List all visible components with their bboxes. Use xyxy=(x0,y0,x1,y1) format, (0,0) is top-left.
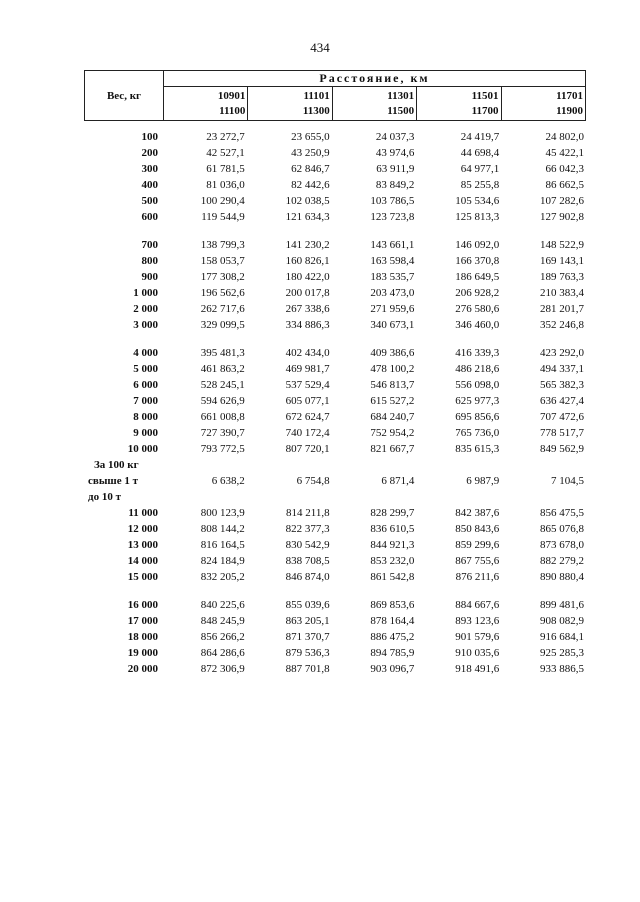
table-row xyxy=(84,629,586,645)
price-cell: 864 286,6 xyxy=(200,647,245,659)
price-cell: 546 813,7 xyxy=(370,379,415,391)
range-header: 11501 11700 xyxy=(417,87,501,121)
price-cell: 469 981,7 xyxy=(285,363,330,375)
price-cell: 899 481,6 xyxy=(539,599,584,611)
price-cell: 486 218,6 xyxy=(455,363,500,375)
price-cell xyxy=(416,489,501,505)
distance-header: Расстояние, км xyxy=(164,71,586,87)
price-cell: 615 527,2 xyxy=(370,395,415,407)
weight-label: 200 xyxy=(141,147,158,159)
weight-label: 10 000 xyxy=(127,443,158,455)
price-cell: 23 272,7 xyxy=(206,131,245,143)
table-row xyxy=(84,269,586,285)
price-cell: 800 123,9 xyxy=(200,507,245,519)
price-cell: 816 164,5 xyxy=(200,539,245,551)
price-cell: 879 536,3 xyxy=(285,647,330,659)
table-body xyxy=(84,129,586,677)
table-header xyxy=(84,70,586,121)
price-cell: 85 255,8 xyxy=(460,179,500,191)
price-cell: 183 535,7 xyxy=(370,271,415,283)
price-cell: 119 544,9 xyxy=(201,211,245,223)
table-row xyxy=(84,361,586,377)
price-cell: 329 099,5 xyxy=(200,319,245,331)
price-cell: 556 098,0 xyxy=(455,379,500,391)
table-row xyxy=(84,301,586,317)
price-cell xyxy=(332,457,417,473)
weight-label: 11 000 xyxy=(128,507,158,519)
table-row xyxy=(84,209,586,225)
price-cell: 876 211,6 xyxy=(455,571,500,583)
price-cell: 43 974,6 xyxy=(375,147,415,159)
weight-label: 400 xyxy=(141,179,158,191)
price-cell: 814 211,8 xyxy=(286,507,330,519)
price-cell xyxy=(162,457,247,473)
price-cell: 189 763,3 xyxy=(539,271,584,283)
price-cell: 850 843,6 xyxy=(455,523,500,535)
price-cell: 856 475,5 xyxy=(539,507,584,519)
price-cell: 346 460,0 xyxy=(455,319,500,331)
price-cell xyxy=(501,489,586,505)
price-cell: 752 954,2 xyxy=(370,427,415,439)
weight-label: 15 000 xyxy=(127,571,158,583)
weight-label: 900 xyxy=(141,271,158,283)
price-cell: 271 959,6 xyxy=(370,303,415,315)
price-cell: 6 754,8 xyxy=(296,475,330,487)
price-cell: 838 708,5 xyxy=(285,555,330,567)
price-cell: 334 886,3 xyxy=(285,319,330,331)
price-cell: 835 615,3 xyxy=(455,443,500,455)
price-cell: 100 290,4 xyxy=(200,195,245,207)
weight-label: 600 xyxy=(141,211,158,223)
group-spacer xyxy=(84,225,586,237)
price-cell: 200 017,8 xyxy=(285,287,330,299)
table-row xyxy=(84,177,586,193)
range-header: 11301 11500 xyxy=(332,87,416,121)
price-cell: 24 802,0 xyxy=(545,131,584,143)
price-cell: 661 008,8 xyxy=(200,411,245,423)
price-cell: 887 701,8 xyxy=(285,663,330,675)
price-cell: 143 661,1 xyxy=(370,239,415,251)
price-cell: 138 799,3 xyxy=(200,239,245,251)
price-cell: 807 720,1 xyxy=(285,443,330,455)
range-header: 11101 11300 xyxy=(248,87,332,121)
weight-label: до 10 т xyxy=(88,491,121,503)
price-cell xyxy=(501,457,586,473)
price-cell: 177 308,2 xyxy=(200,271,245,283)
weight-label: 13 000 xyxy=(127,539,158,551)
price-cell: 6 638,2 xyxy=(211,475,245,487)
price-cell: 203 473,0 xyxy=(370,287,415,299)
price-cell: 340 673,1 xyxy=(370,319,415,331)
price-cell: 42 527,1 xyxy=(206,147,245,159)
price-cell: 160 826,1 xyxy=(285,255,330,267)
price-cell: 853 232,0 xyxy=(370,555,415,567)
price-cell: 695 856,6 xyxy=(455,411,500,423)
table-row xyxy=(84,237,586,253)
price-cell: 873 678,0 xyxy=(539,539,584,551)
price-cell: 849 562,9 xyxy=(539,443,584,455)
price-cell: 43 250,9 xyxy=(291,147,330,159)
price-cell: 867 755,6 xyxy=(455,555,500,567)
table-row xyxy=(84,377,586,393)
price-cell: 107 282,6 xyxy=(539,195,584,207)
price-cell: 908 082,9 xyxy=(539,615,584,627)
table-row xyxy=(84,505,586,521)
price-cell: 828 299,7 xyxy=(370,507,415,519)
weight-label: 800 xyxy=(141,255,158,267)
price-cell: 210 383,4 xyxy=(539,287,584,299)
price-cell: 423 292,0 xyxy=(539,347,584,359)
price-cell: 24 419,7 xyxy=(460,131,500,143)
table-row xyxy=(84,613,586,629)
price-cell: 916 684,1 xyxy=(539,631,584,643)
price-cell: 605 077,1 xyxy=(285,395,330,407)
price-cell: 281 201,7 xyxy=(539,303,584,315)
price-cell: 933 886,5 xyxy=(539,663,584,675)
price-cell: 863 205,1 xyxy=(285,615,330,627)
price-cell: 62 846,7 xyxy=(291,163,330,175)
price-cell: 102 038,5 xyxy=(285,195,330,207)
weight-label: 500 xyxy=(141,195,158,207)
price-cell: 859 299,6 xyxy=(455,539,500,551)
table-row xyxy=(84,409,586,425)
weight-label: 1 000 xyxy=(133,287,158,299)
price-cell: 461 863,2 xyxy=(200,363,245,375)
weight-label: 16 000 xyxy=(127,599,158,611)
weight-label: 5 000 xyxy=(133,363,158,375)
table-row xyxy=(84,393,586,409)
price-cell: 878 164,4 xyxy=(370,615,415,627)
price-cell: 24 037,3 xyxy=(375,131,415,143)
price-cell xyxy=(416,457,501,473)
weight-label: 9 000 xyxy=(133,427,158,439)
weight-label: За 100 кг xyxy=(94,459,139,471)
price-cell: 83 849,2 xyxy=(375,179,415,191)
table-row xyxy=(84,193,586,209)
price-cell: 865 076,8 xyxy=(539,523,584,535)
price-cell: 103 786,5 xyxy=(370,195,415,207)
price-cell: 121 634,3 xyxy=(285,211,330,223)
price-cell: 409 386,6 xyxy=(370,347,415,359)
weight-label: 18 000 xyxy=(127,631,158,643)
price-cell: 45 422,1 xyxy=(545,147,584,159)
table-row xyxy=(84,161,586,177)
weight-label: 4 000 xyxy=(133,347,158,359)
price-cell: 727 390,7 xyxy=(200,427,245,439)
table-row xyxy=(84,253,586,269)
price-cell: 594 626,9 xyxy=(200,395,245,407)
price-cell xyxy=(332,489,417,505)
price-cell: 925 285,3 xyxy=(539,647,584,659)
price-cell xyxy=(247,457,332,473)
table-row xyxy=(84,661,586,677)
weight-label: 12 000 xyxy=(127,523,158,535)
price-cell: 6 987,9 xyxy=(466,475,500,487)
weight-label: 14 000 xyxy=(127,555,158,567)
price-cell: 848 245,9 xyxy=(200,615,245,627)
price-cell: 882 279,2 xyxy=(539,555,584,567)
price-cell xyxy=(247,489,332,505)
price-cell: 910 035,6 xyxy=(455,647,500,659)
price-cell: 842 387,6 xyxy=(455,507,500,519)
price-cell: 63 911,9 xyxy=(376,163,415,175)
price-cell: 836 610,5 xyxy=(370,523,415,535)
weight-label: 100 xyxy=(141,131,158,143)
price-cell: 478 100,2 xyxy=(370,363,415,375)
weight-label: 17 000 xyxy=(127,615,158,627)
table-row xyxy=(84,521,586,537)
price-cell: 166 370,8 xyxy=(455,255,500,267)
price-cell: 186 649,5 xyxy=(455,271,500,283)
price-cell: 893 123,6 xyxy=(455,615,500,627)
price-cell: 778 517,7 xyxy=(539,427,584,439)
price-cell: 821 667,7 xyxy=(370,443,415,455)
price-cell: 123 723,8 xyxy=(370,211,415,223)
price-cell: 872 306,9 xyxy=(200,663,245,675)
price-cell: 565 382,3 xyxy=(539,379,584,391)
price-cell: 871 370,7 xyxy=(285,631,330,643)
price-cell: 125 813,3 xyxy=(455,211,500,223)
price-cell: 840 225,6 xyxy=(200,599,245,611)
table-row xyxy=(84,457,586,473)
range-header: 11701 11900 xyxy=(501,87,585,121)
price-cell: 416 339,3 xyxy=(455,347,500,359)
price-cell: 494 337,1 xyxy=(539,363,584,375)
table-row xyxy=(84,597,586,613)
price-cell: 206 928,2 xyxy=(455,287,500,299)
price-cell: 64 977,1 xyxy=(460,163,500,175)
price-cell: 23 655,0 xyxy=(291,131,330,143)
price-cell: 793 772,5 xyxy=(200,443,245,455)
table-row xyxy=(84,425,586,441)
price-cell: 886 475,2 xyxy=(370,631,415,643)
weight-column-header: Вес, кг xyxy=(85,71,164,121)
weight-label: 2 000 xyxy=(133,303,158,315)
price-cell: 824 184,9 xyxy=(200,555,245,567)
price-cell xyxy=(162,489,247,505)
weight-label: 3 000 xyxy=(133,319,158,331)
table-row xyxy=(84,285,586,301)
price-cell: 196 562,6 xyxy=(200,287,245,299)
price-cell: 402 434,0 xyxy=(285,347,330,359)
table-row xyxy=(84,553,586,569)
weight-label: 19 000 xyxy=(127,647,158,659)
price-cell: 903 096,7 xyxy=(370,663,415,675)
range-header: 10901 11100 xyxy=(164,87,248,121)
weight-label: 6 000 xyxy=(133,379,158,391)
weight-label: 8 000 xyxy=(133,411,158,423)
group-spacer xyxy=(84,333,586,345)
price-cell: 918 491,6 xyxy=(455,663,500,675)
price-cell: 158 053,7 xyxy=(200,255,245,267)
price-cell: 82 442,6 xyxy=(291,179,330,191)
price-cell: 856 266,2 xyxy=(200,631,245,643)
price-cell: 884 667,6 xyxy=(455,599,500,611)
table-row xyxy=(84,145,586,161)
price-cell: 163 598,4 xyxy=(370,255,415,267)
price-cell: 672 624,7 xyxy=(285,411,330,423)
weight-label: свыше 1 т xyxy=(88,475,138,487)
price-cell: 6 871,4 xyxy=(381,475,415,487)
price-cell: 276 580,6 xyxy=(455,303,500,315)
price-cell: 636 427,4 xyxy=(539,395,584,407)
price-cell: 44 698,4 xyxy=(460,147,500,159)
price-cell: 395 481,3 xyxy=(200,347,245,359)
page-number: 434 xyxy=(310,40,330,55)
price-cell: 855 039,6 xyxy=(285,599,330,611)
price-cell: 684 240,7 xyxy=(370,411,415,423)
price-cell: 267 338,6 xyxy=(285,303,330,315)
price-cell: 830 542,9 xyxy=(285,539,330,551)
table-row xyxy=(84,317,586,333)
price-cell: 262 717,6 xyxy=(200,303,245,315)
table-row xyxy=(84,441,586,457)
price-cell: 844 921,3 xyxy=(370,539,415,551)
price-cell: 808 144,2 xyxy=(200,523,245,535)
price-cell: 180 422,0 xyxy=(285,271,330,283)
table-row xyxy=(84,569,586,585)
table-row xyxy=(84,537,586,553)
price-cell: 352 246,8 xyxy=(539,319,584,331)
price-cell: 86 662,5 xyxy=(545,179,584,191)
price-cell: 707 472,6 xyxy=(539,411,584,423)
price-cell: 846 874,0 xyxy=(285,571,330,583)
price-cell: 890 880,4 xyxy=(539,571,584,583)
weight-label: 700 xyxy=(141,239,158,251)
price-cell: 822 377,3 xyxy=(285,523,330,535)
price-cell: 61 781,5 xyxy=(206,163,245,175)
table-row xyxy=(84,129,586,145)
price-cell: 66 042,3 xyxy=(545,163,584,175)
table-row xyxy=(84,645,586,661)
price-cell: 765 736,0 xyxy=(455,427,500,439)
table-row xyxy=(84,345,586,361)
price-cell: 528 245,1 xyxy=(200,379,245,391)
weight-label: 300 xyxy=(141,163,158,175)
price-cell: 869 853,6 xyxy=(370,599,415,611)
weight-label: 20 000 xyxy=(127,663,158,675)
table-row xyxy=(84,489,586,505)
price-cell: 901 579,6 xyxy=(455,631,500,643)
price-cell: 141 230,2 xyxy=(285,239,330,251)
price-cell: 894 785,9 xyxy=(370,647,415,659)
price-cell: 740 172,4 xyxy=(285,427,330,439)
price-cell: 625 977,3 xyxy=(455,395,500,407)
price-cell: 861 542,8 xyxy=(370,571,415,583)
price-cell: 105 534,6 xyxy=(455,195,500,207)
group-spacer xyxy=(84,585,586,597)
price-cell: 148 522,9 xyxy=(539,239,584,251)
price-cell: 146 092,0 xyxy=(455,239,500,251)
table-row xyxy=(84,473,586,489)
weight-label: 7 000 xyxy=(133,395,158,407)
price-cell: 81 036,0 xyxy=(206,179,245,191)
price-cell: 127 902,8 xyxy=(539,211,584,223)
price-cell: 169 143,1 xyxy=(539,255,584,267)
price-cell: 832 205,2 xyxy=(200,571,245,583)
price-cell: 7 104,5 xyxy=(550,475,584,487)
price-cell: 537 529,4 xyxy=(285,379,330,391)
